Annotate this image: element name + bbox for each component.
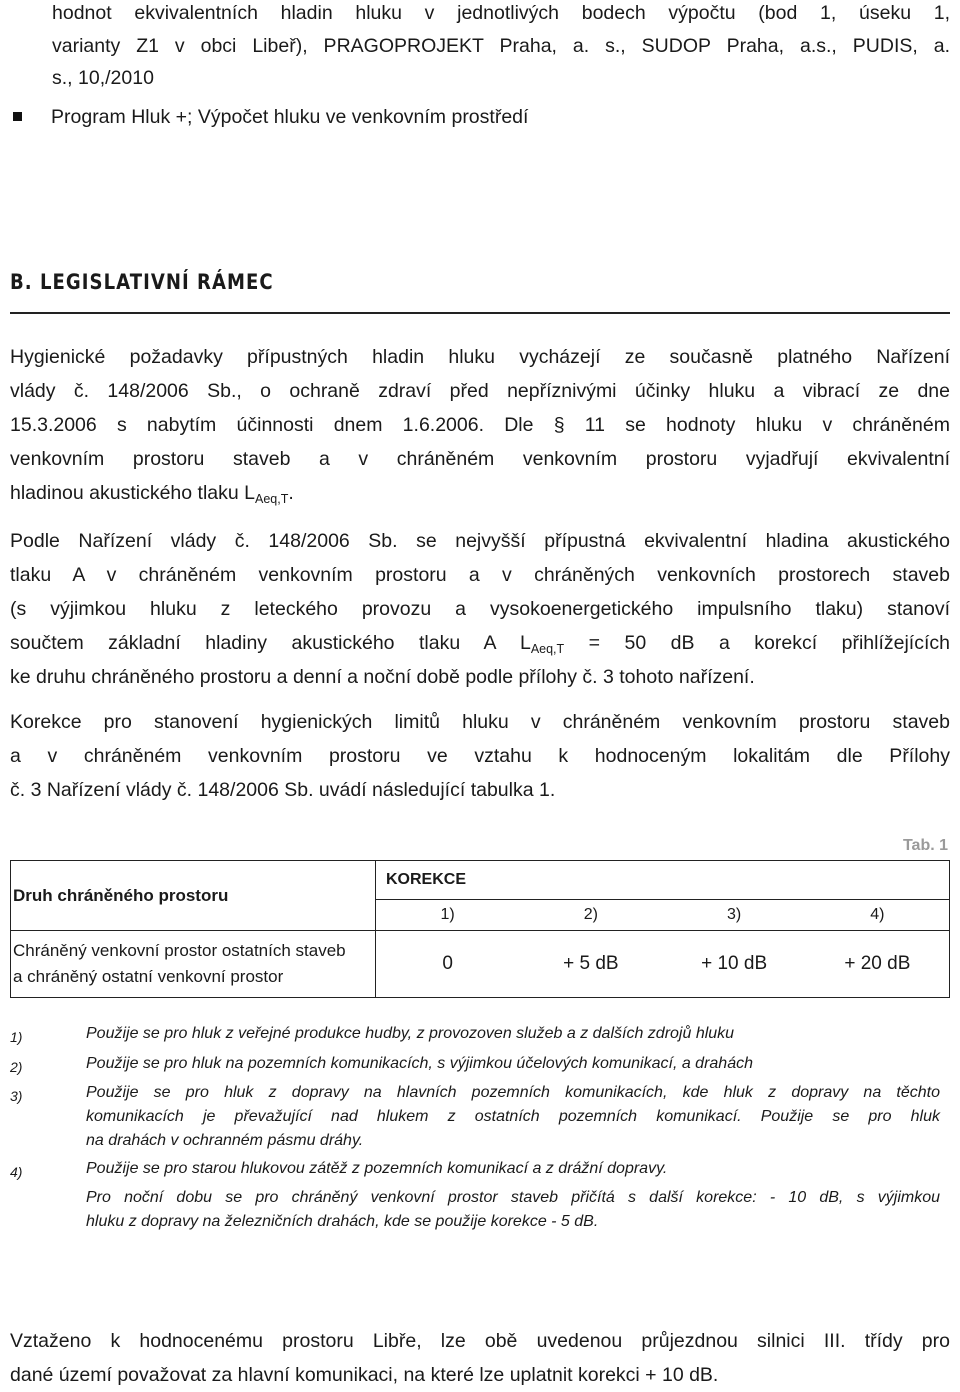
footnote-number: 1) [10, 1029, 23, 1045]
footnote-number: 4) [10, 1164, 23, 1180]
footnote-line: hluku z dopravy na železničních drahách, kde se použije korekce - 5 dB. [86, 1213, 599, 1230]
paragraph-line [10, 476, 950, 510]
paragraph-line: venkovním prostoru staveb a v chráněném venkovním prostoru vyjadřují ekvivalentní [10, 448, 950, 470]
paragraph-limits [10, 524, 950, 694]
table-label: Tab. 1 [902, 837, 948, 854]
footnote-text [86, 1052, 940, 1076]
footnote-number: 3) [10, 1088, 23, 1104]
footnote-text [86, 1081, 940, 1153]
footnote-text [86, 1186, 940, 1234]
footnote-number: 2) [10, 1059, 23, 1075]
korekce-col-label: 4) [870, 906, 885, 923]
line-text: součtem základní hladiny akustického tlaku A L [10, 632, 531, 654]
footnote-line: Použije se pro starou hlukovou zátěž z pozemních komunikací a z drážní dopravy. [86, 1160, 668, 1177]
zone-description-cell [11, 931, 376, 998]
korekce-value: 0 [442, 953, 453, 974]
footnote-text [86, 1022, 940, 1046]
korekce-value: + 5 dB [563, 953, 619, 974]
correction-table [10, 860, 950, 998]
korekce-value: + 10 dB [701, 953, 768, 974]
table-row [11, 931, 950, 998]
bullet-square-icon [13, 112, 22, 121]
korekce-col-label: 2) [583, 906, 598, 923]
korekce-values-cell [376, 931, 950, 998]
header-zone-type: Druh chráněného prostoru [11, 861, 376, 931]
paragraph-line: Podle Nařízení vlády č. 148/2006 Sb. se nejvyšší přípustná ekvivalentní hladina akustického [10, 530, 950, 552]
korekce-col-label: 3) [727, 906, 742, 923]
paragraph-line: ke druhu chráněného prostoru a denní a noční době podle přílohy č. 3 tohoto nařízení. [10, 666, 755, 688]
korekce-columns [376, 900, 950, 931]
subscript: Aeq,T [530, 642, 565, 656]
footnote-line: Pro noční dobu se pro chráněný venkovní prostor staveb přičítá s další korekce: - 10 dB, s výjimkou [86, 1189, 940, 1206]
line-text: = 50 dB a korekcí přihlížejících [564, 632, 950, 654]
intro-line: hodnot ekvivalentních hladin hluku v jednotlivých bodech výpočtu (bod 1, úseku 1, [52, 2, 950, 24]
paragraph-conclusion [10, 1324, 950, 1392]
line-text: hladinou akustického tlaku L [10, 482, 255, 504]
paragraph-line: (s výjimkou hluku z leteckého provozu a vysokoenergetického impulsního tlaku) stanoví [10, 598, 950, 620]
line-text: . [288, 482, 294, 504]
paragraph-line: č. 3 Nařízení vlády č. 148/2006 Sb. uvádí následující tabulka 1. [10, 779, 556, 801]
footnote-line: Použije se pro hluk z veřejné produkce hudby, z provozoven služeb a z dalších zdrojů hluku [86, 1025, 735, 1042]
section-heading: B. LEGISLATIVNÍ RÁMEC [10, 270, 274, 294]
footnote-text [86, 1157, 940, 1181]
korekce-value: + 20 dB [844, 953, 911, 974]
paragraph-line: Hygienické požadavky přípustných hladin hluku vycházejí ze současně platného Nařízení [10, 346, 950, 368]
zone-line: Chráněný venkovní prostor ostatních staveb [13, 941, 346, 960]
footnote-line: Použije se pro hluk na pozemních komunikacích, s výjimkou účelových komunikací, a drahách [86, 1055, 753, 1072]
footnote-line: komunikacích je převažující nad hlukem z ostatních pozemních komunikací. Použije se pro hluk [86, 1108, 940, 1125]
footnote-line: Použije se pro hluk z dopravy na hlavních pozemních komunikacích, kde hluk z dopravy na těchto [86, 1084, 940, 1101]
paragraph-line: 15.3.2006 s nabytím účinnosti dnem 1.6.2006. Dle § 11 se hodnoty hluku v chráněném [10, 414, 950, 436]
section-divider [10, 312, 950, 314]
paragraph-corrections [10, 705, 950, 807]
intro-line: varianty Z1 v obci Libeř), PRAGOPROJEKT Praha, a. s., SUDOP Praha, a.s., PUDIS, a. [52, 34, 950, 57]
zone-line: a chráněný ostatní venkovní prostor [13, 967, 284, 986]
paragraph-line [10, 626, 950, 660]
korekce-col-label: 1) [440, 906, 455, 923]
intro-line: s., 10,/2010 [52, 67, 154, 89]
paragraph-line: tlaku A v chráněném venkovním prostoru a v chráněných venkovních prostorech staveb [10, 564, 950, 586]
paragraph-line: Korekce pro stanovení hygienických limitů hluku v chráněném venkovním prostoru staveb [10, 711, 950, 733]
header-korekce: KOREKCE [376, 861, 950, 900]
intro-text [52, 0, 950, 95]
paragraph-line: vlády č. 148/2006 Sb., o ochraně zdraví před nepříznivými účinky hluku a vibrací ze dne [10, 380, 950, 402]
paragraph-line: Vztaženo k hodnocenému prostoru Libře, lze obě uvedenou průjezdnou silnici III. třídy pro [10, 1330, 950, 1352]
bullet-text: Program Hluk +; Výpočet hluku ve venkovním prostředí [51, 106, 529, 128]
footnote-line: na drahách v ochranném pásmu dráhy. [86, 1132, 364, 1149]
paragraph-legislation [10, 340, 950, 510]
subscript: Aeq,T [255, 492, 289, 506]
table-header-row [11, 861, 950, 900]
paragraph-line: dané území považovat za hlavní komunikaci, na které lze uplatnit korekci + 10 dB. [10, 1364, 719, 1386]
paragraph-line: a v chráněném venkovním prostoru ve vztahu k hodnoceným lokalitám dle Přílohy [10, 745, 950, 767]
